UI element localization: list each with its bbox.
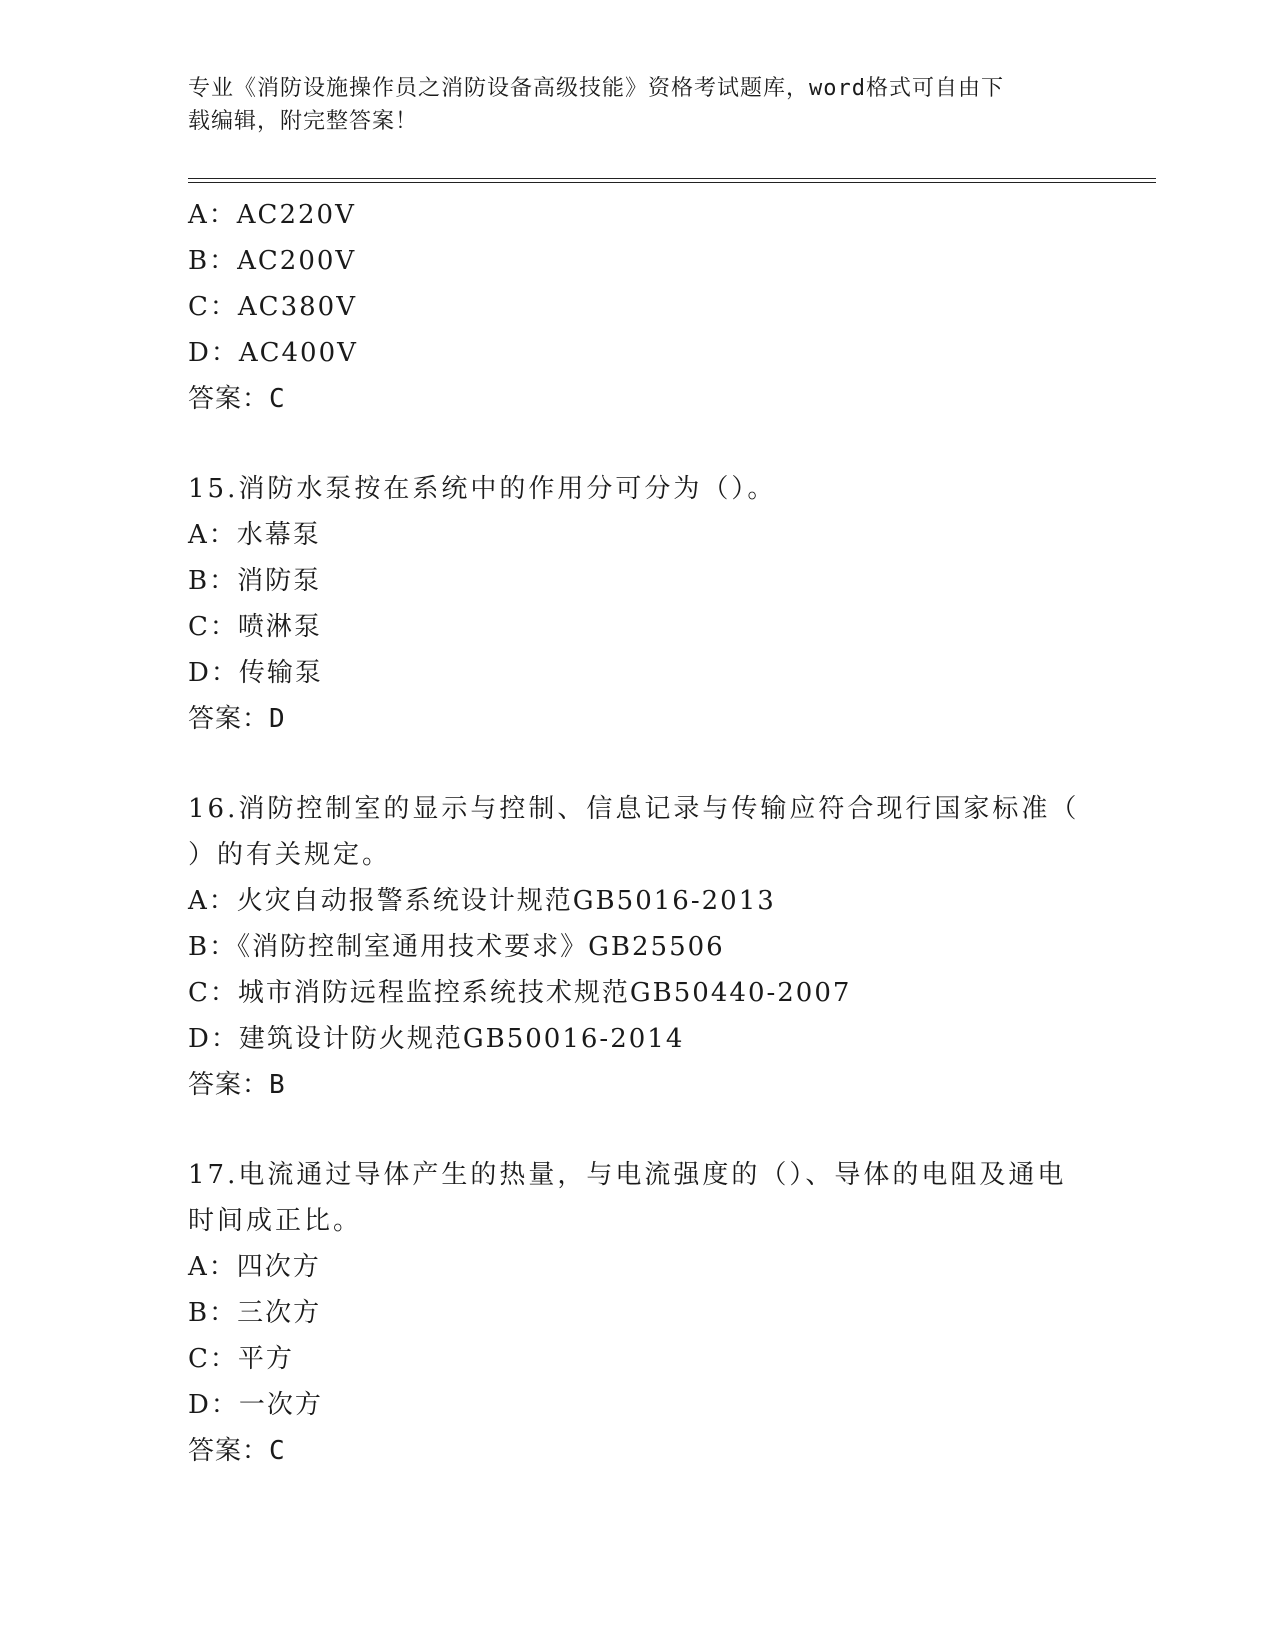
option-c: C：城市消防远程监控系统技术规范GB50440-2007 [188,978,852,1008]
header-divider-top [188,178,1156,179]
question-stem-line-2: 时间成正比。 [188,1206,363,1236]
option-c: C：AC380V [188,292,357,322]
question-block [188,466,1088,742]
spacer [188,1108,1088,1152]
document-header [188,72,1088,138]
option-b: B：AC200V [188,246,357,276]
header-line-1: 专业《消防设施操作员之消防设备高级技能》资格考试题库，word格式可自由下 [188,76,1004,101]
option-a: A：四次方 [188,1252,321,1282]
option-a: A：火灾自动报警系统设计规范GB5016-2013 [188,886,776,916]
spacer [188,422,1088,466]
option-b: B：消防泵 [188,566,322,596]
option-a: A：水幕泵 [188,520,321,550]
option-c: C：平方 [188,1344,294,1374]
option-a: A：AC220V [188,200,356,230]
question-block [188,786,1088,1108]
answer-line: 答案：C [188,384,286,414]
spacer [188,742,1088,786]
question-block [188,192,1088,422]
question-stem-line-1: 17.电流通过导体产生的热量，与电流强度的（）、导体的电阻及通电 [188,1160,1067,1190]
answer-line: 答案：D [188,704,286,734]
question-stem-line-1: 16.消防控制室的显示与控制、信息记录与传输应符合现行国家标准（ [188,794,1080,824]
header-divider-bottom [188,182,1156,183]
header-line-2: 载编辑，附完整答案！ [188,109,419,134]
option-d: D：一次方 [188,1390,323,1420]
answer-line: 答案：B [188,1070,286,1100]
answer-line: 答案：C [188,1436,286,1466]
option-d: D：传输泵 [188,658,323,688]
question-list [188,192,1088,1474]
option-b: B：《消防控制室通用技术要求》GB25506 [188,932,725,962]
option-d: D：建筑设计防火规范GB50016-2014 [188,1024,685,1054]
option-b: B：三次方 [188,1298,322,1328]
question-stem-line-2: ）的有关规定。 [188,840,392,870]
question-block [188,1152,1088,1474]
question-stem: 15.消防水泵按在系统中的作用分可分为（）。 [188,474,777,504]
option-d: D：AC400V [188,338,358,368]
option-c: C：喷淋泵 [188,612,322,642]
